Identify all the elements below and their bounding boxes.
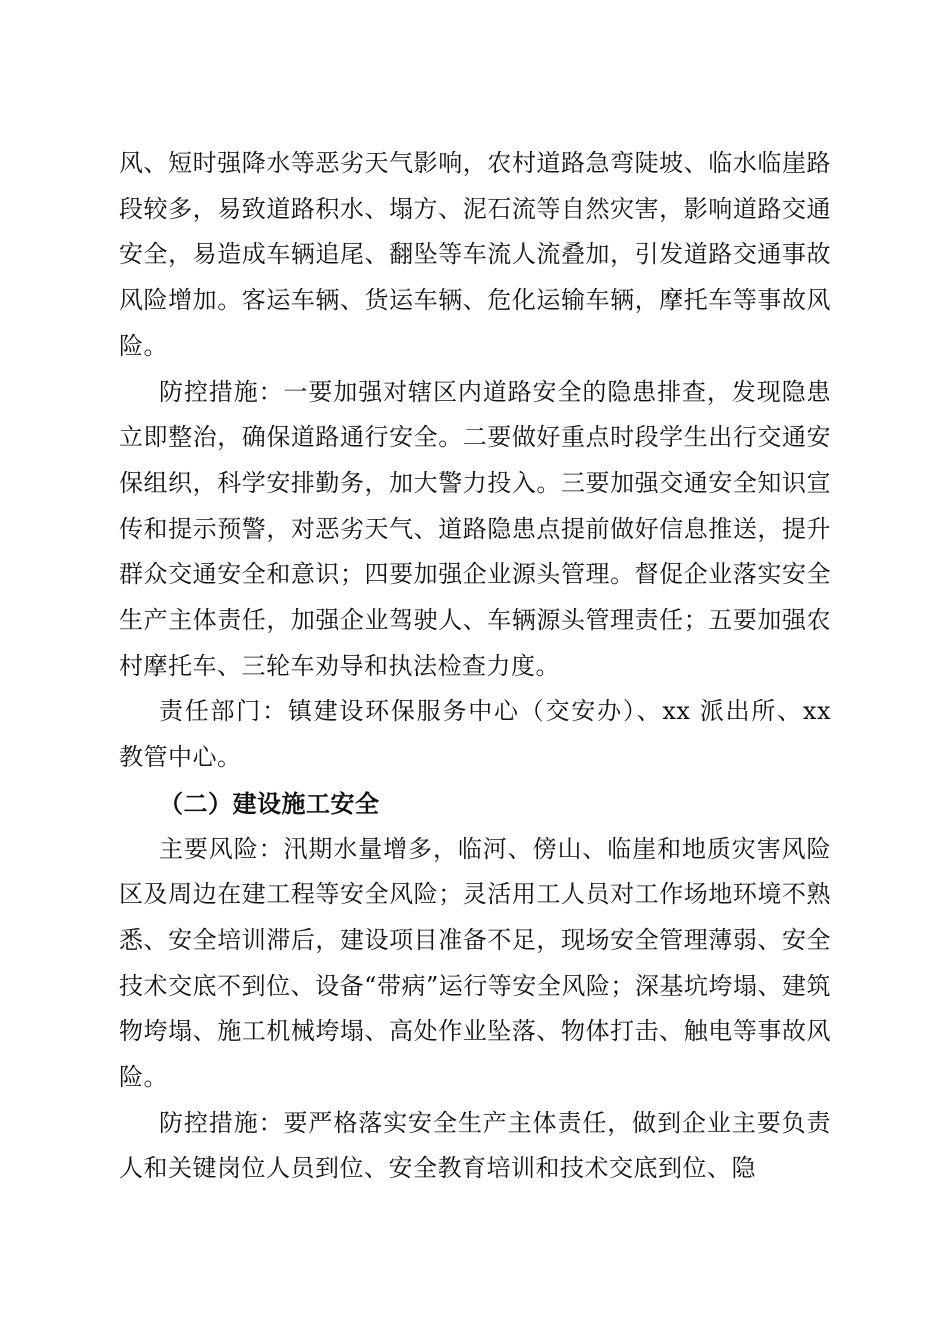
paragraph-traffic-responsible-departments: 责任部门：镇建设环保服务中心（交安办）、xx 派出所、xx 教管中心。 <box>119 697 831 772</box>
paragraph-construction-main-risks: 主要风险：汛期水量增多，临河、傍山、临崖和地质灾害风险区及周边在建工程等安全风险；灵活用工人员对工作场地环境不熟悉、安全培训滞后，建设项目准备不足，现场安全管理薄弱、安全技术交底不到位、设备“带病”运行等安全风险；深基坑垮塌、建筑物垮塌、施工机械垮塌、高处作业坠落、物体打击、触电等事故风险。 <box>119 834 831 1092</box>
section-heading-construction-safety: （二）建设施工安全 <box>159 788 380 818</box>
paragraph-traffic-control-measures: 防控措施：一要加强对辖区内道路安全的隐患排查，发现隐患立即整治，确保道路通行安全。二要做好重点时段学生出行交通安保组织，科学安排勤务，加大警力投入。三要加强交通安全知识宣传和提示预警，对恶劣天气、道路隐患点提前做好信息推送，提升群众交通安全和意识；四要加强企业源头管理。督促企业落实安全生产主体责任，加强企业驾驶人、车辆源头管理责任；五要加强农村摩托车、三轮车劝导和执法检查力度。 <box>119 377 831 680</box>
paragraph-weather-risk: 风、短时强降水等恶劣天气影响，农村道路急弯陡坡、临水临崖路段较多，易致道路积水、塌方、泥石流等自然灾害，影响道路交通安全，易造成车辆追尾、翻坠等车流人流叠加，引发道路交通事故风险增加。客运车辆、货运车辆、危化运输车辆，摩托车等事故风险。 <box>119 149 831 360</box>
paragraph-construction-control-measures: 防控措施：要严格落实安全生产主体责任，做到企业主要负责人和关键岗位人员到位、安全教育培训和技术交底到位、隐 <box>119 1108 831 1183</box>
document-body <box>119 141 831 1192</box>
